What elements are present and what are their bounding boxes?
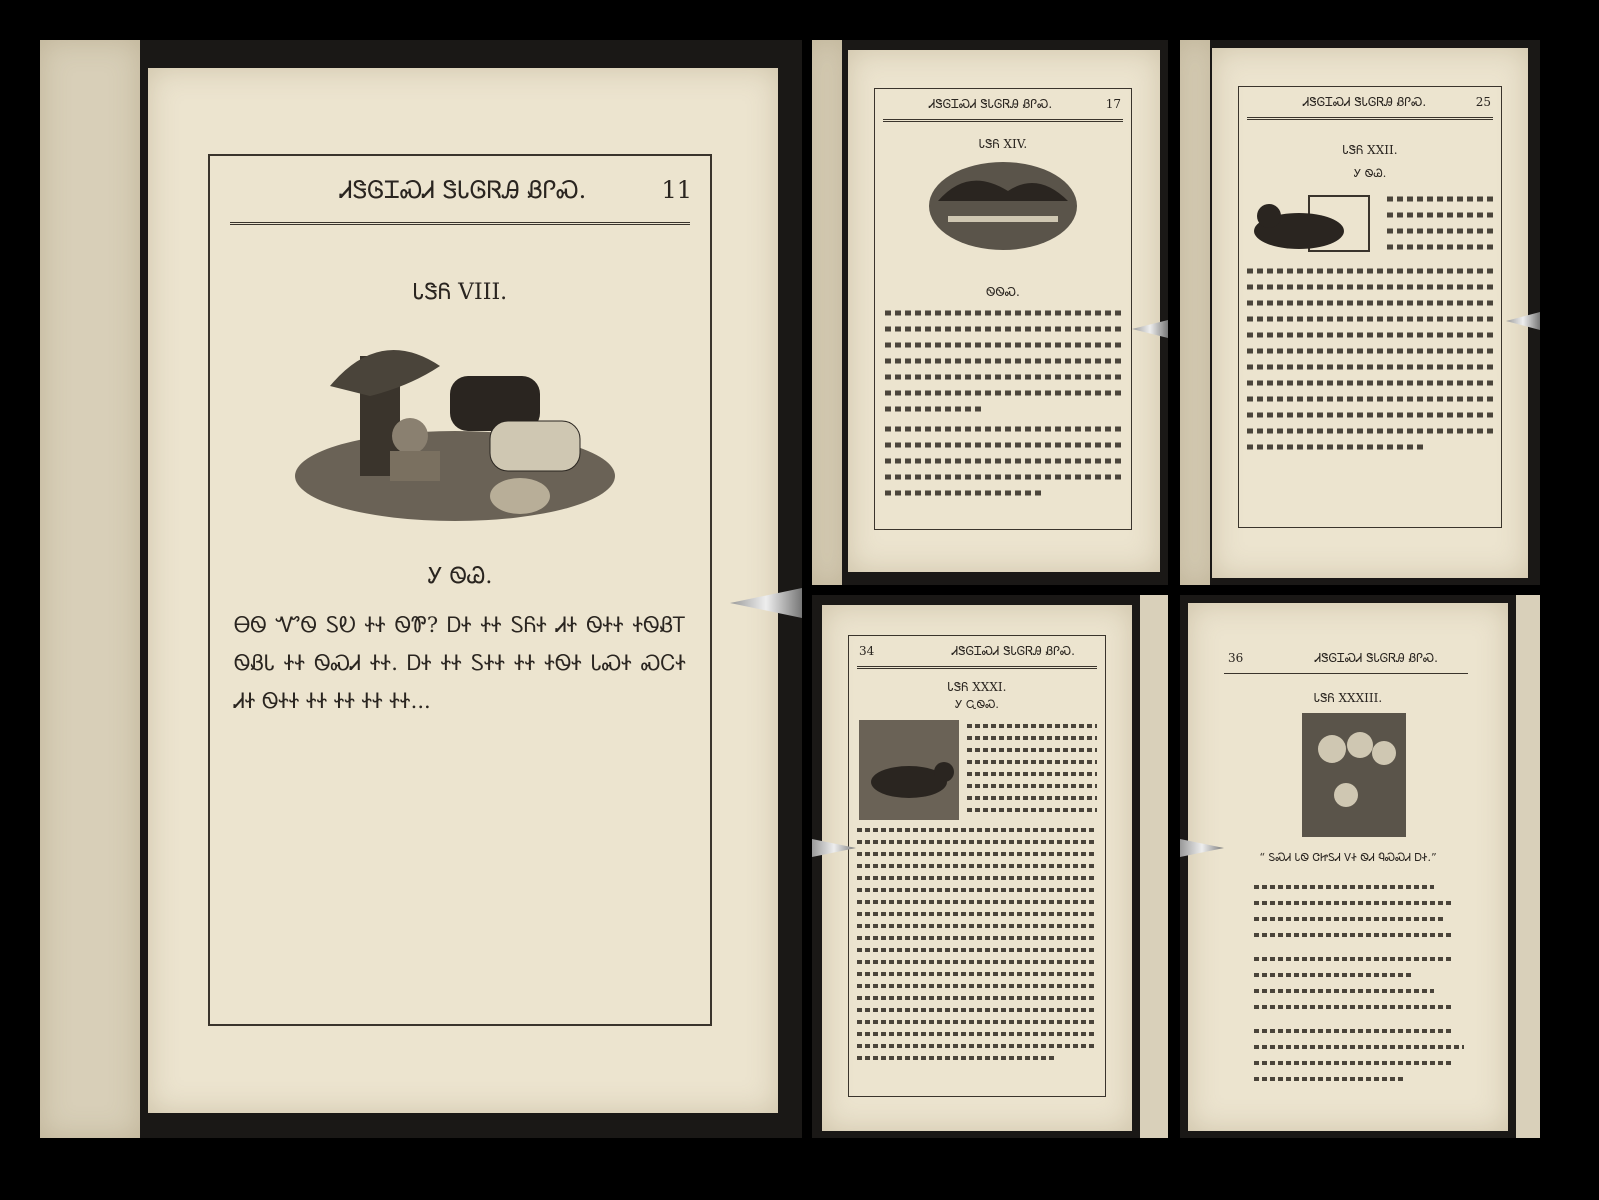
book-photo-page-17 (812, 40, 1168, 585)
lesson-heading: ᏓᏕᏲ XXXI. (947, 680, 1007, 694)
landscape-engraving (928, 161, 1078, 251)
running-header: ᏗᏕᎶᏆᏍᏗ ᏕᏓᎶᏒᎯ ᏰᎵᏍ. (929, 97, 1053, 111)
cattle-engraving (290, 326, 620, 526)
header-rule (230, 222, 690, 225)
page-number: 25 (1475, 95, 1491, 109)
book-photo-page-34 (812, 595, 1168, 1138)
lesson-heading: ᏓᏕᏲ VIII. (412, 280, 508, 305)
book-page-25 (1212, 48, 1528, 578)
large-book-photo (40, 40, 802, 1138)
header-rule (883, 119, 1123, 122)
header-rule (1224, 673, 1468, 674)
page-number: 34 (859, 644, 875, 658)
illustration-caption: “ ᏚᏍᏗ ᏓᏫ ᏣᏥᏚᏗ ᏙᏐ ᏫᏗ ᏄᏍᏍᏗ ᎠᏐ.” (1259, 851, 1437, 864)
page-border (208, 154, 712, 1026)
book-photo-page-25 (1180, 40, 1540, 585)
lesson-heading: ᏓᏕᏲ XIV. (978, 137, 1028, 151)
running-header: ᏗᏕᎶᏆᏍᏗ ᏕᏓᎶᏒᎯ ᏰᎵᏍ. (1314, 651, 1438, 665)
header-rule (857, 666, 1097, 669)
book-page-11 (148, 68, 778, 1113)
page-border (874, 88, 1132, 530)
header-rule (1247, 117, 1493, 120)
facing-page-left (40, 40, 140, 1138)
illustration-caption: Ꭹ ᏫᏊ. (1353, 167, 1387, 180)
illustration-caption: ᏫᏫᏍ. (986, 285, 1020, 299)
family-engraving (1302, 713, 1406, 837)
text-block (857, 720, 1097, 1070)
running-header: ᏗᏕᎶᏆᏍᏗ ᏕᏓᎶᏒᎯ ᏰᎵᏍ. (951, 644, 1075, 658)
facing-page (1180, 40, 1210, 585)
lesson-heading: ᏓᏕᏲ XXII. (1342, 143, 1398, 157)
page-border (848, 635, 1106, 1097)
page-number: 11 (661, 176, 692, 204)
page-border (1238, 86, 1502, 528)
facing-page (812, 40, 842, 585)
illustration-caption: Ꭹ ᏩᏫᏍ. (955, 698, 999, 711)
lesson-paragraph: ᎾᏫ ᏉᏫ ᏚᎧ ᏐᏐ ᏫᏈ? ᎠᏐ ᏐᏐ ᏚᏲᏐ ᏗᏐ ᏫᏐᏐ ᏐᏫᏰᎢ ᏫᏰᏓ ᏐᏐ ᏫᏍᏗ ᏐᏐ. ᎠᏐ ᏐᏐ ᏚᏐᏐ ᏐᏐ ᏐᏫᏐ ᏓᏍᏐ ᏍᏟᏐ ᏗᏐ ᏫᏐᏐ ᏐᏐ ᏐᏐ ᏐᏐ ᏐᏐ... (234, 613, 686, 713)
book-page-36 (1188, 603, 1508, 1131)
facing-page (1516, 595, 1540, 1138)
running-header: ᏗᏕᎶᏆᏍᏗ ᏕᏓᎶᏒᎯ ᏰᎵᏍ. (340, 176, 587, 204)
book-page-17 (848, 50, 1160, 572)
text-block (885, 305, 1121, 505)
facing-page (1140, 595, 1168, 1138)
book-photo-page-36 (1180, 595, 1540, 1138)
poem-text (1254, 881, 1484, 1091)
page-number: 17 (1105, 97, 1121, 111)
lesson-heading: ᏓᏕᏲ XXXIII. (1313, 691, 1383, 705)
page-number: 36 (1228, 651, 1244, 665)
illustration-caption: Ꭹ ᏫᏊ. (427, 564, 493, 589)
book-page-34 (822, 605, 1132, 1131)
text-block (1247, 191, 1493, 461)
running-header: ᏗᏕᎶᏆᏍᏗ ᏕᏓᎶᏒᎯ ᏰᎵᏍ. (1303, 95, 1427, 109)
